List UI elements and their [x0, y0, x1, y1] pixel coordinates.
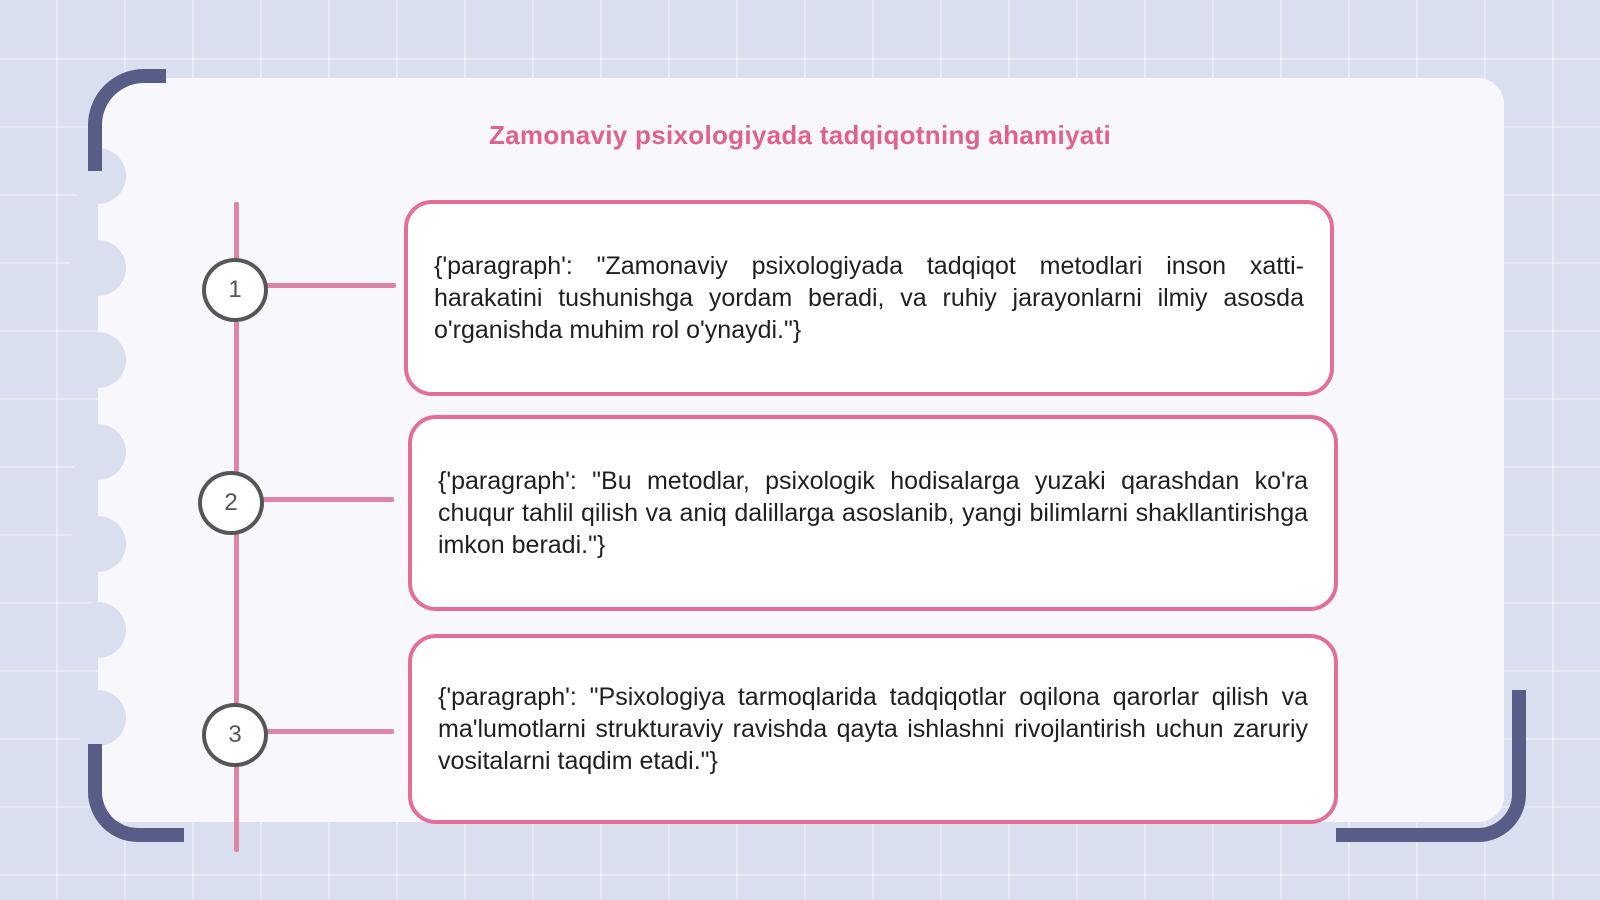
- step-number-badge: 1: [202, 258, 268, 322]
- scallop-notch: [70, 516, 126, 572]
- scallop-notch: [70, 424, 126, 480]
- timeline-connector: [260, 497, 394, 502]
- scallop-notch: [70, 240, 126, 296]
- scallop-notch: [70, 602, 126, 658]
- step-text: {'paragraph': "Zamonaviy psixologiyada tadqiqot metodlari inson xatti-harakatini tushunishga yordam beradi, va ruhiy jarayonlarni ilmiy asosda o'rganishda muhim rol o'ynaydi."}: [434, 252, 1304, 344]
- scallop-notch: [70, 332, 126, 388]
- scallop-notch: [70, 690, 126, 746]
- step-number-badge: 2: [198, 471, 264, 535]
- step-number-badge: 3: [202, 703, 268, 767]
- frame-corner-bottom-right: [1336, 690, 1526, 842]
- step-card: [408, 634, 1338, 824]
- frame-corner-top-left: [88, 69, 166, 171]
- step-text: {'paragraph': "Bu metodlar, psixologik hodisalarga yuzaki qarashdan ko'ra chuqur tahlil qilish va aniq dalillarga asoslanib, yangi bilimlarni shakllantirishga imkon beradi."}: [438, 467, 1308, 559]
- timeline-connector: [262, 283, 396, 288]
- frame-corner-bottom-left: [88, 744, 184, 842]
- step-card: [404, 200, 1334, 396]
- slide-title: Zamonaviy psixologiyada tadqiqotning ahamiyati: [488, 120, 1112, 150]
- timeline-connector: [262, 729, 394, 734]
- step-text: {'paragraph': "Psixologiya tarmoqlarida tadqiqotlar oqilona qarorlar qilish va ma'lumotlarni strukturaviy ravishda qayta ishlashni rivojlantirish uchun zaruriy vositalarni taqdim etadi."}: [438, 683, 1308, 775]
- step-card: [408, 415, 1338, 611]
